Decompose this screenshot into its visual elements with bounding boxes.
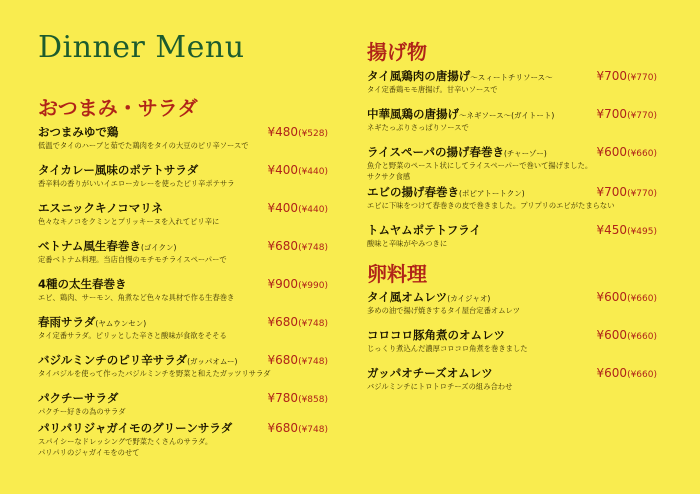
menu-item	[367, 68, 657, 95]
price-with-tax: (¥660)	[627, 370, 657, 380]
menu-item-row	[38, 162, 328, 178]
menu-item	[38, 162, 328, 189]
price-value: ¥450	[596, 223, 628, 237]
price-value: ¥680	[267, 421, 299, 435]
menu-item	[367, 106, 657, 133]
menu-item-name-text: ライスペーパの揚げ春巻き	[367, 145, 504, 159]
menu-item-row	[38, 314, 328, 330]
menu-item-name	[367, 327, 505, 343]
menu-item	[367, 289, 657, 316]
price-with-tax: (¥660)	[627, 149, 657, 159]
menu-item-description: 定番ベトナム料理。当店自慢のモチモチライスペーパーで	[38, 255, 227, 264]
menu-item-name-text: エビの揚げ春巻き	[367, 185, 459, 199]
price-value: ¥680	[267, 239, 299, 253]
menu-item-price	[597, 328, 657, 342]
menu-item-description: バジルミンチにトロトロチーズの組み合わせ	[367, 382, 513, 391]
menu-item-price	[597, 290, 657, 304]
menu-item-price	[268, 163, 328, 177]
menu-item-description: タイ定番サラダ。ピリッとした辛さと酸味が食欲をそそる	[38, 331, 227, 340]
menu-item-row	[38, 420, 328, 436]
menu-item-subname: ～ネギソース～(ガイトート)	[459, 111, 555, 120]
menu-item-name-text: バジルミンチのピリ辛サラダ	[38, 353, 188, 367]
menu-item	[367, 222, 657, 249]
menu-item-subname: ～スィートチリソース～	[470, 73, 553, 82]
menu-item-description: ネギたっぷりさっぱりソースで	[367, 123, 469, 132]
menu-item-price	[268, 315, 328, 329]
price-value: ¥400	[267, 201, 299, 215]
menu-item-name	[367, 289, 490, 305]
menu-item-price	[268, 277, 328, 291]
menu-item-name-text: タイ風鶏肉の唐揚げ	[367, 69, 471, 83]
menu-item-description: スパイシーなドレッシングで野菜たくさんのサラダ。	[38, 437, 213, 446]
menu-item-description: じっくり煮込んだ濃厚コロコロ角煮を巻きました	[367, 344, 528, 353]
menu-item-name	[38, 200, 163, 216]
menu-item-name-text: タイ風オムレツ	[367, 290, 448, 304]
menu-item-price	[268, 239, 328, 253]
menu-item-price	[597, 223, 657, 237]
menu-item-price	[268, 353, 328, 367]
menu-item-name	[367, 144, 547, 160]
menu-title: Dinner Menu	[38, 30, 245, 65]
menu-item-description: タイバジルを使って作ったバジルミンチを野菜と和えたガッツリサラダ	[38, 369, 271, 378]
menu-item-name	[367, 365, 493, 381]
menu-item-description: 低温でタイのハーブと茹でた鶏肉をタイの大豆のピリ辛ソースで	[38, 141, 249, 150]
price-value: ¥680	[267, 353, 299, 367]
price-value: ¥680	[267, 315, 299, 329]
menu-item-name	[38, 124, 118, 140]
menu-item	[38, 390, 328, 417]
menu-item-row	[367, 327, 657, 343]
price-value: ¥600	[596, 328, 628, 342]
menu-item-description: パクチー好きの為のサラダ	[38, 407, 126, 416]
menu-item-description: パリパリのジャガイモをのせて	[38, 448, 140, 457]
menu-item-description: タイ定番鶏モモ唐揚げ。甘辛いソースで	[367, 85, 498, 94]
section-heading-snacks-salad: おつまみ・サラダ	[38, 96, 198, 120]
menu-item-row	[38, 352, 328, 368]
menu-item	[38, 420, 328, 458]
price-value: ¥900	[267, 277, 299, 291]
price-with-tax: (¥770)	[627, 73, 657, 83]
menu-item-name	[38, 314, 146, 330]
menu-item-price	[597, 185, 657, 199]
menu-item-subname: (チャーゾー)	[503, 149, 547, 158]
menu-item-row	[38, 390, 328, 406]
price-with-tax: (¥990)	[298, 281, 328, 291]
menu-item-name-text: パリパリジャガイモのグリーンサラダ	[38, 421, 233, 435]
price-value: ¥480	[267, 125, 299, 139]
menu-item-subname: (ヤムウンセン)	[95, 319, 147, 328]
menu-item	[38, 238, 328, 265]
menu-item-row	[38, 276, 328, 292]
price-value: ¥700	[596, 185, 628, 199]
price-value: ¥600	[596, 145, 628, 159]
price-with-tax: (¥748)	[298, 243, 328, 253]
menu-item-price	[597, 366, 657, 380]
menu-item-row	[367, 365, 657, 381]
menu-item-name	[367, 68, 553, 84]
price-with-tax: (¥748)	[298, 357, 328, 367]
menu-item	[367, 184, 657, 211]
menu-item-description: サクサク食感	[367, 172, 411, 181]
menu-item-row	[38, 238, 328, 254]
menu-item	[38, 276, 328, 303]
menu-item-name-text: ガッパオチーズオムレツ	[367, 366, 493, 380]
price-with-tax: (¥770)	[627, 189, 657, 199]
menu-item-price	[597, 69, 657, 83]
price-value: ¥400	[267, 163, 299, 177]
menu-item-row	[367, 184, 657, 200]
price-with-tax: (¥528)	[298, 129, 328, 139]
menu-item-name	[38, 162, 198, 178]
menu-item-row	[367, 68, 657, 84]
price-with-tax: (¥770)	[627, 111, 657, 121]
menu-item	[38, 200, 328, 227]
price-with-tax: (¥858)	[298, 395, 328, 405]
menu-item	[38, 314, 328, 341]
menu-item-row	[38, 200, 328, 216]
menu-item-name	[38, 238, 176, 254]
menu-item-name-text: ベトナム風生春巻き	[38, 239, 141, 253]
menu-item-name-text: エスニックキノコマリネ	[38, 201, 164, 215]
menu-item-row	[367, 289, 657, 305]
menu-item-name-text: コロコロ豚角煮のオムレツ	[367, 328, 505, 342]
menu-item	[367, 144, 657, 182]
price-with-tax: (¥440)	[298, 205, 328, 215]
price-with-tax: (¥660)	[627, 294, 657, 304]
menu-item-price	[597, 107, 657, 121]
menu-item-row	[367, 144, 657, 160]
menu-item-name	[38, 420, 232, 436]
menu-item-name	[38, 276, 127, 292]
menu-item-name-text: パクチーサラダ	[38, 391, 119, 405]
menu-item-name-text: おつまみゆで鶏	[38, 125, 119, 139]
menu-item-name	[38, 352, 237, 368]
menu-item-row	[367, 106, 657, 122]
menu-item-name	[367, 106, 554, 122]
menu-item-row	[38, 124, 328, 140]
menu-item-price	[597, 145, 657, 159]
menu-item-name-text: 春雨サラダ	[38, 315, 96, 329]
menu-item-name	[38, 390, 118, 406]
menu-item-name	[367, 184, 525, 200]
menu-item-subname: (ガッパオムー)	[187, 357, 238, 366]
price-with-tax: (¥495)	[627, 227, 657, 237]
menu-item-description: エビ、鶏肉、サーモン、角煮など色々な具材で作る生春巻き	[38, 293, 235, 302]
price-with-tax: (¥748)	[298, 425, 328, 435]
menu-item-price	[268, 125, 328, 139]
price-value: ¥780	[267, 391, 299, 405]
price-with-tax: (¥748)	[298, 319, 328, 329]
menu-item-name-text: タイカレー風味のポテトサラダ	[38, 163, 199, 177]
menu-item-price	[268, 391, 328, 405]
price-with-tax: (¥440)	[298, 167, 328, 177]
menu-item-subname: (ポピアトートクン)	[459, 189, 525, 198]
price-value: ¥600	[596, 366, 628, 380]
price-value: ¥600	[596, 290, 628, 304]
menu-item	[367, 365, 657, 392]
menu-item-price	[268, 201, 328, 215]
menu-item-description: エビに下味をつけて春巻きの皮で巻きました。プリプリのエビがたまらない	[367, 201, 615, 210]
menu-item-description: 色々なキノコをクミンとプリッキーヌを入れてピリ辛に	[38, 217, 220, 226]
menu-item-name	[367, 222, 481, 238]
price-with-tax: (¥660)	[627, 332, 657, 342]
price-value: ¥700	[596, 107, 628, 121]
menu-item-name-text: トムヤムポテトフライ	[367, 223, 481, 237]
menu-item-subname: (ゴイクン)	[140, 243, 177, 252]
price-value: ¥700	[596, 69, 628, 83]
menu-item-description: 多めの油で揚げ焼きするタイ屋台定番オムレツ	[367, 306, 521, 315]
menu-item-price	[268, 421, 328, 435]
menu-item	[38, 352, 328, 379]
menu-item-description: 酸味と辛味がやみつきに	[367, 239, 448, 248]
menu-item	[38, 124, 328, 151]
menu-item-subname: (カイジャオ)	[447, 294, 491, 303]
menu-item-description: 香辛料の香りがいいイエローカレーを使ったピリ辛ポテサラ	[38, 179, 235, 188]
menu-item-row	[367, 222, 657, 238]
menu-item	[367, 327, 657, 354]
menu-item-name-text: 4種の太生春巻き	[38, 277, 127, 291]
section-heading-egg: 卵料理	[367, 262, 427, 286]
menu-item-name-text: 中華風鶏の唐揚げ	[367, 107, 459, 121]
section-heading-fried: 揚げ物	[367, 40, 427, 64]
menu-item-description: 魚介と野菜のペースト状にしてライスペーパーで巻いて揚げました。	[367, 161, 593, 170]
